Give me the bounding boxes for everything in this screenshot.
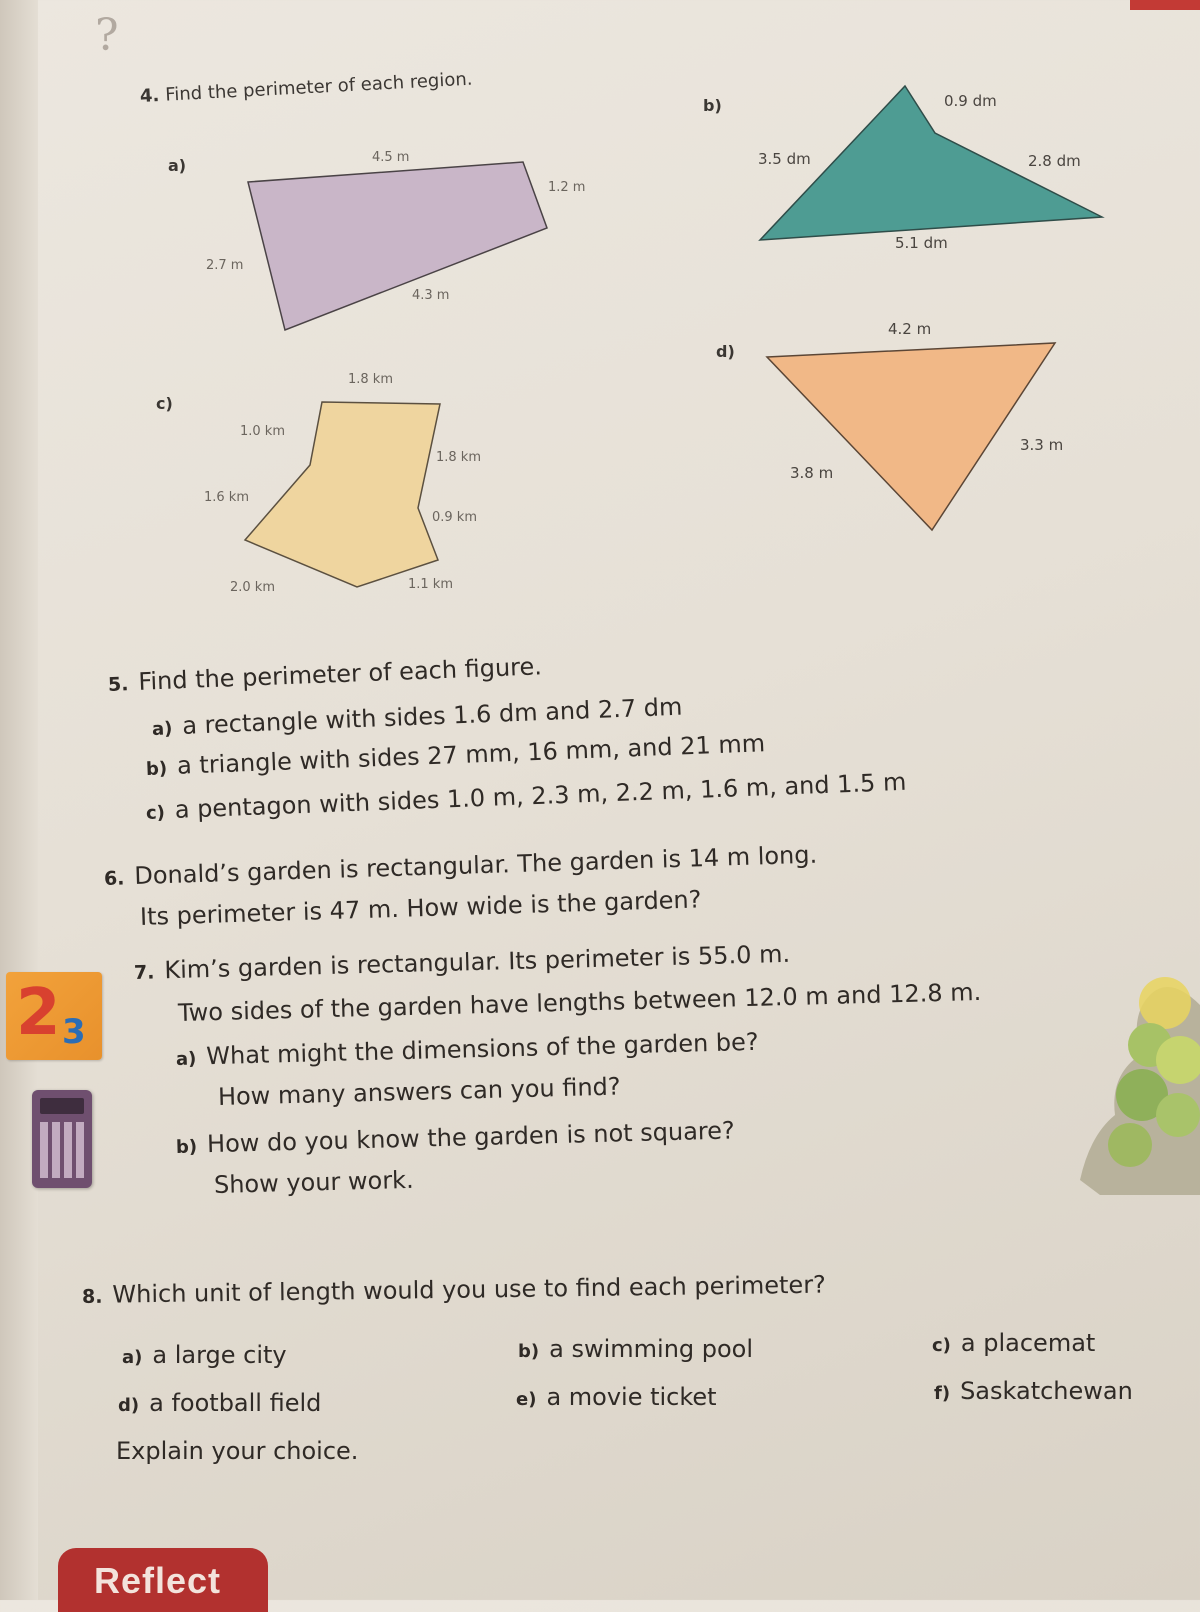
q4d-top-side: 4.2 m <box>888 320 932 338</box>
icon-digit-small: 3 <box>62 1012 86 1052</box>
handwritten-mark: ? <box>95 10 119 61</box>
q4d-right-side: 3.3 m <box>1020 436 1064 454</box>
q8-item-c <box>932 1328 1095 1361</box>
q7a-line-2 <box>218 1071 621 1112</box>
q8e-label: e) <box>516 1389 537 1410</box>
q8e-text: a movie ticket <box>546 1383 717 1411</box>
q8-number: 8. <box>81 1285 103 1308</box>
q5b-label: b) <box>145 758 168 780</box>
q5c-label: c) <box>145 802 166 824</box>
q5a-text: a rectangle with sides 1.6 dm and 2.7 dm <box>181 692 683 740</box>
q4a-label: a) <box>168 156 187 175</box>
q8f-label: f) <box>934 1383 951 1404</box>
q4b-bottom-side: 5.1 dm <box>895 234 948 252</box>
number-sense-icon <box>6 972 102 1060</box>
q5-prompt: Find the perimeter of each figure. <box>137 652 543 696</box>
q7b-text-1: How do you know the garden is not square? <box>206 1116 736 1159</box>
q7a-text-2: How many answers can you find? <box>217 1072 621 1111</box>
q6-line-1 <box>103 840 817 894</box>
reflect-banner <box>58 1548 268 1612</box>
q4-figures <box>0 0 1200 640</box>
reflect-label: Reflect <box>94 1560 222 1601</box>
q5b-text: a triangle with sides 27 mm, 16 mm, and 21 mm <box>176 729 766 780</box>
q8-item-f <box>934 1376 1133 1409</box>
q7b-label: b) <box>175 1136 198 1158</box>
q5c-text: a pentagon with sides 1.0 m, 2.3 m, 2.2 m, 1.6 m, and 1.5 m <box>174 767 907 824</box>
q6-text-2: Its perimeter is 47 m. How wide is the garden? <box>139 885 702 931</box>
shape-d-triangle <box>767 343 1055 530</box>
q8-item-d <box>118 1388 321 1421</box>
calculator-icon <box>32 1090 92 1188</box>
q6-line-2 <box>140 884 702 932</box>
q8b-text: a swimming pool <box>549 1335 754 1363</box>
q7b-line-1 <box>176 1115 736 1163</box>
q4a-left-side: 2.7 m <box>206 258 244 273</box>
calculator-keys <box>40 1122 84 1178</box>
q8-item-a <box>122 1340 287 1373</box>
icon-digit-large: 2 <box>16 976 61 1050</box>
q4c-upper-left-side: 1.0 km <box>240 424 285 439</box>
q4c-right-notch-side: 0.9 km <box>432 510 477 525</box>
q8a-text: a large city <box>152 1341 287 1369</box>
q5-number: 5. <box>107 673 129 696</box>
shape-a-quadrilateral <box>248 162 547 330</box>
q7-line-2 <box>178 977 982 1028</box>
q8c-text: a placemat <box>960 1329 1096 1357</box>
q4b-top-side: 0.9 dm <box>944 92 997 110</box>
q4a-right-side: 1.2 m <box>548 180 586 195</box>
q8-footer-text: Explain your choice. <box>116 1437 359 1465</box>
q4c-right-side: 1.8 km <box>436 450 481 465</box>
q7-text-2: Two sides of the garden have lengths between 12.0 m and 12.8 m. <box>177 977 982 1027</box>
q8-prompt: Which unit of length would you use to find each perimeter? <box>112 1270 826 1309</box>
q8b-label: b) <box>518 1341 540 1362</box>
q7b-text-2: Show your work. <box>213 1165 414 1199</box>
calculator-screen <box>40 1098 84 1114</box>
garden-illustration <box>1070 965 1200 1195</box>
q4b-label: b) <box>703 96 722 115</box>
q4d-left-side: 3.8 m <box>790 464 834 482</box>
q4c-bottom-left-side: 2.0 km <box>230 580 275 595</box>
q7-line-1 <box>134 939 791 988</box>
q4a-bottom-side: 4.3 m <box>412 288 450 303</box>
q6-number: 6. <box>103 867 125 890</box>
q4c-top-side: 1.8 km <box>348 372 393 387</box>
q7-text-1: Kim’s garden is rectangular. Its perimeter is 55.0 m. <box>164 939 791 985</box>
q4c-left-side: 1.6 km <box>204 490 249 505</box>
q4c-bottom-right-side: 1.1 km <box>408 577 453 592</box>
q8-footer <box>116 1436 358 1466</box>
q4-title: Find the perimeter of each region. <box>164 68 473 106</box>
q7a-label: a) <box>175 1048 197 1070</box>
q4d-label: d) <box>716 342 735 361</box>
q8a-label: a) <box>122 1347 143 1368</box>
q8f-text: Saskatchewan <box>960 1377 1133 1405</box>
q8d-label: d) <box>118 1395 140 1416</box>
q8-item-b <box>518 1334 753 1367</box>
q7b-line-2 <box>214 1165 414 1200</box>
q5-prompt-line <box>107 651 542 700</box>
q4c-label: c) <box>156 394 173 413</box>
q4-number: 4. <box>139 85 160 107</box>
q6-text-1: Donald’s garden is rectangular. The garden is 14 m long. <box>133 840 818 891</box>
q8c-label: c) <box>932 1335 951 1356</box>
q4a-top-side: 4.5 m <box>372 150 410 165</box>
q7a-line-1 <box>176 1027 759 1075</box>
q8-prompt-line <box>82 1270 826 1312</box>
q4b-right-side: 2.8 dm <box>1028 152 1081 170</box>
q7a-text-1: What might the dimensions of the garden be? <box>205 1027 759 1071</box>
q8d-text: a football field <box>149 1389 322 1417</box>
q5a-label: a) <box>151 718 173 740</box>
q7-number: 7. <box>133 961 155 984</box>
q4b-left-side: 3.5 dm <box>758 150 811 168</box>
q8-item-e <box>516 1382 717 1415</box>
